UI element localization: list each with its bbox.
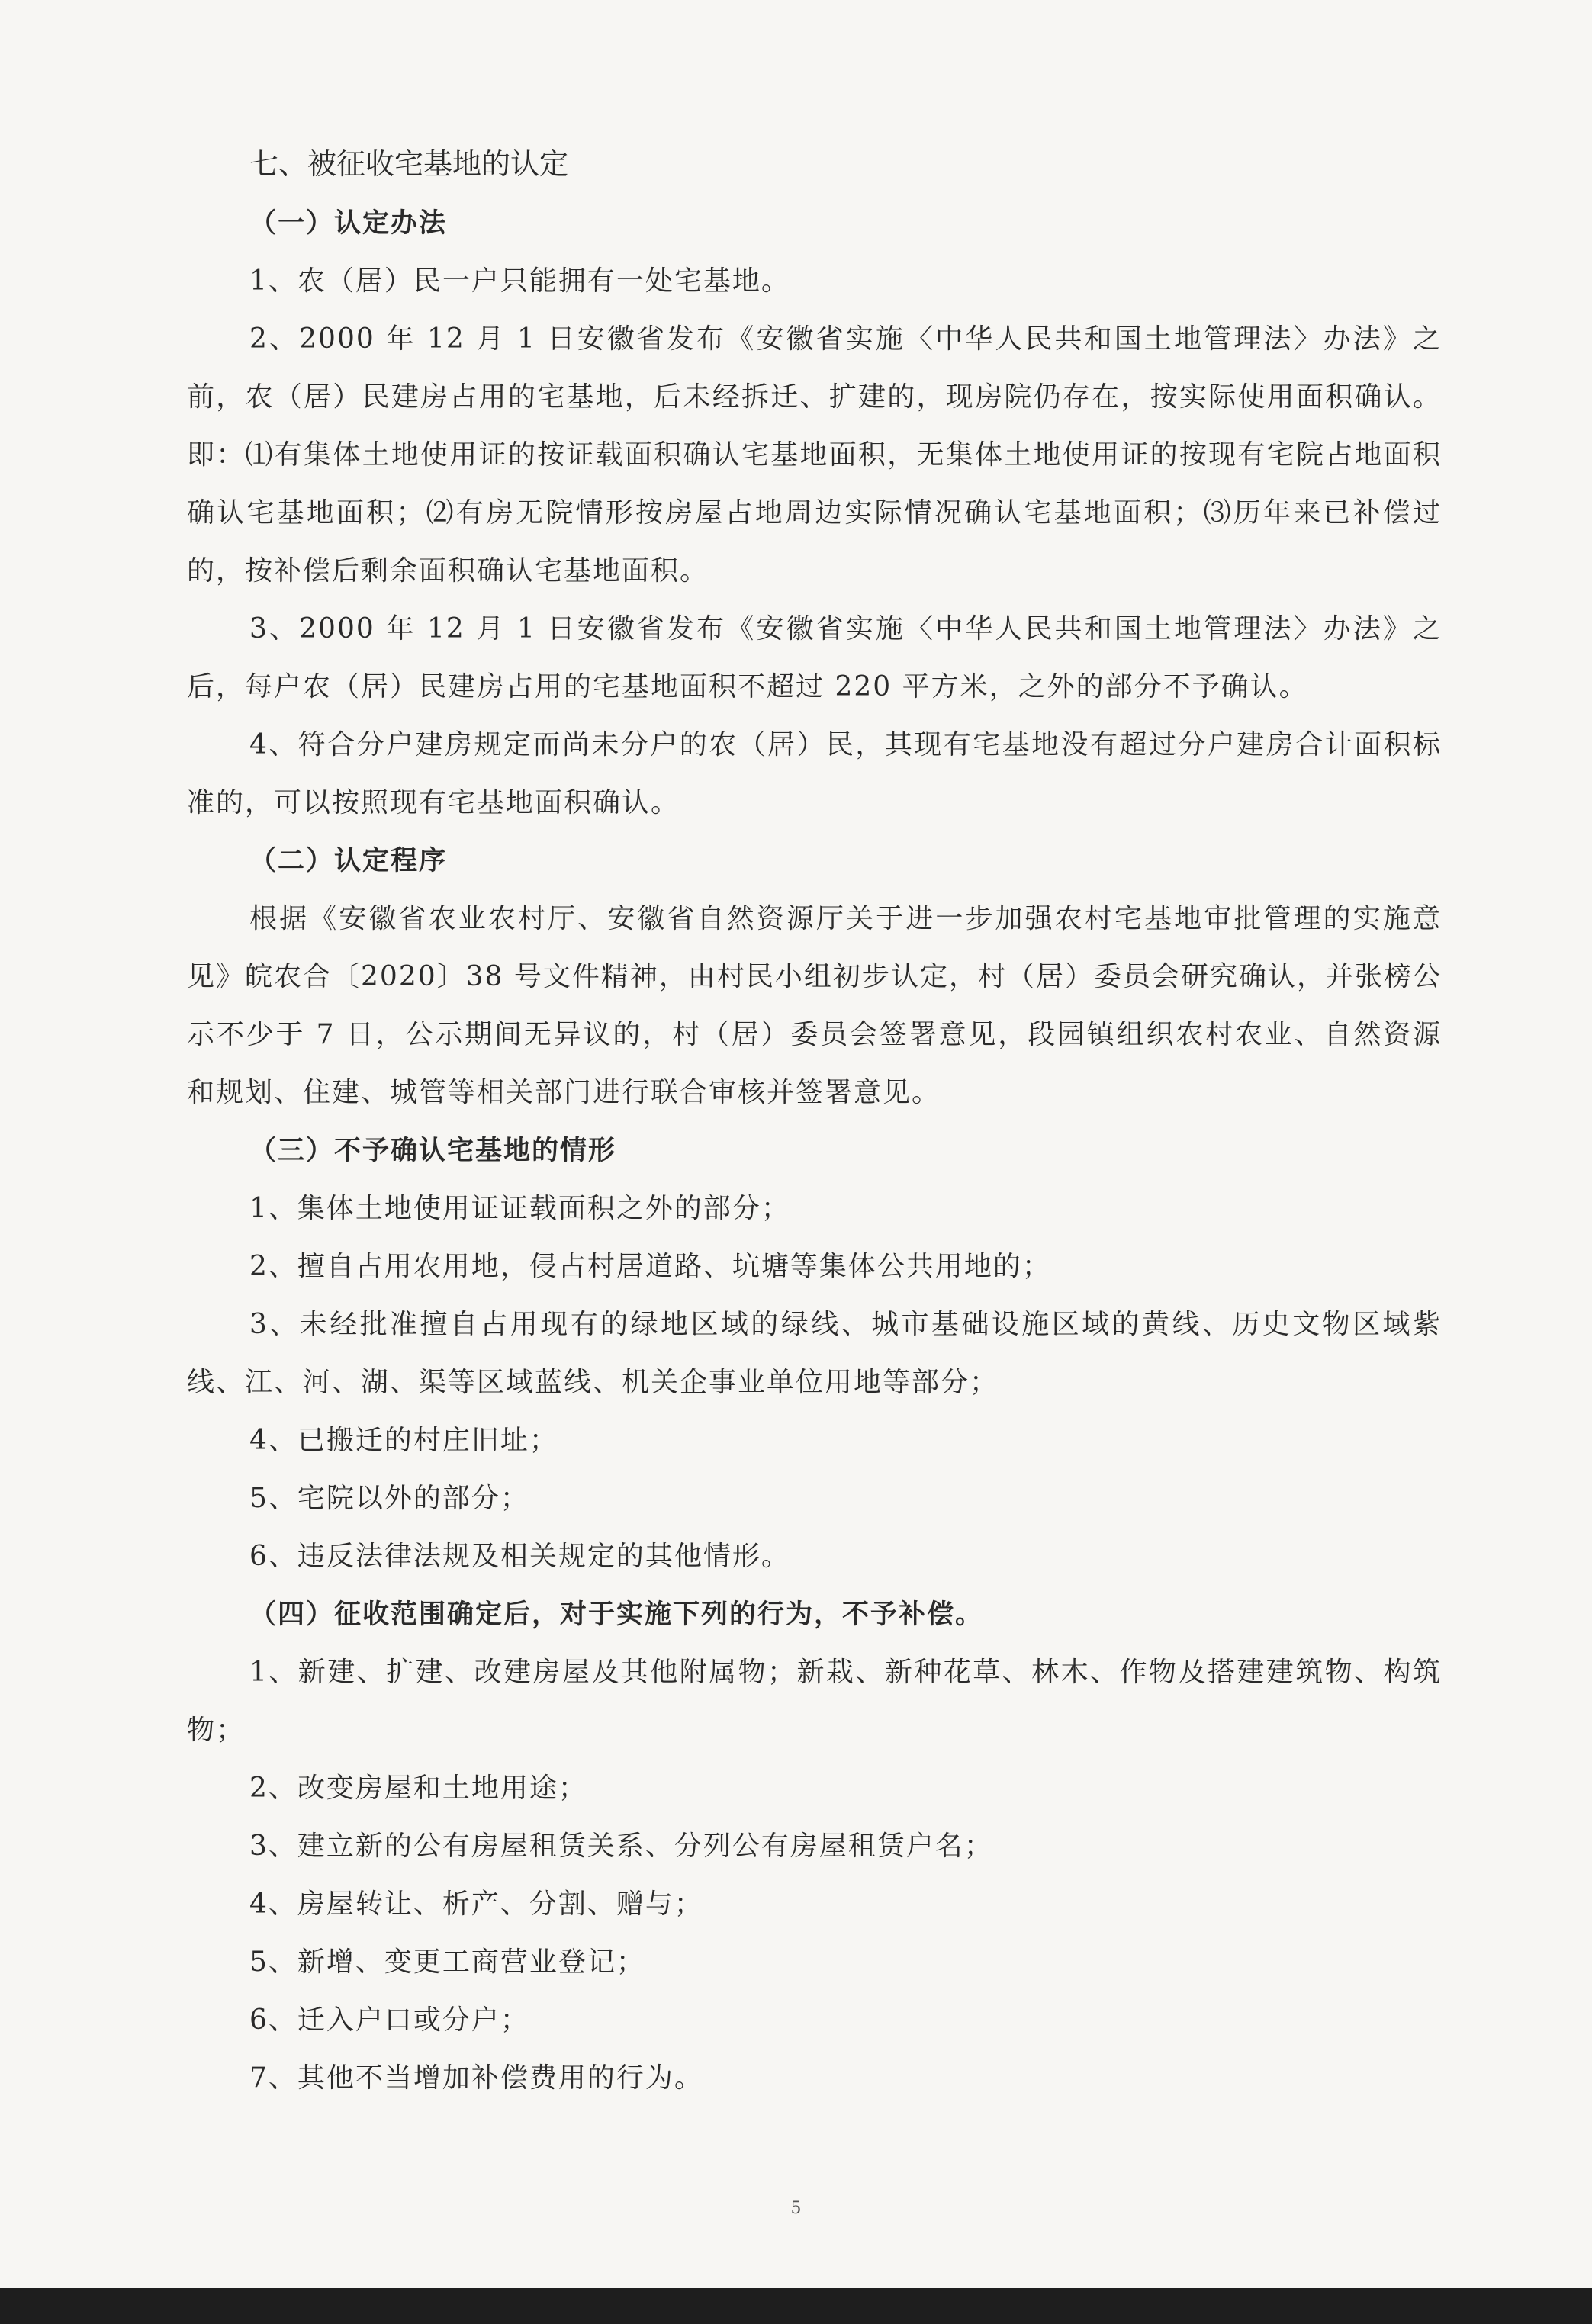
paragraph: 2、2000 年 12 月 1 日安徽省发布《安徽省实施〈中华人民共和国土地管理法〉办法》之前，农（居）民建房占用的宅基地，后未经拆迁、扩建的，现房院仍存在，按实际使用面积确认。即：⑴有集体土地使用证的按证载面积确认宅基地面积，无集体土地使用证的按现有宅院占地面积确认宅基地面积；⑵有房无院情形按房屋占地周边实际情况确认宅基地面积；⑶历年来已补偿过的，按补偿后剩余面积确认宅基地面积。 <box>187 323 1442 587</box>
list-item: 5、宅院以外的部分； <box>249 1483 529 1514</box>
list-item: 7、其他不当增加补偿费用的行为。 <box>249 2062 703 2094</box>
list-item: 4、房屋转让、析产、分割、赠与； <box>249 1888 703 1920</box>
paragraph: 根据《安徽省农业农村厅、安徽省自然资源厅关于进一步加强农村宅基地审批管理的实施意见》皖农合〔2020〕38 号文件精神，由村民小组初步认定，村（居）委员会研究确认，并张榜公示不少于 7 日，公示期间无异议的，村（居）委员会签署意见，段园镇组织农村农业、自然资源和规划、住建、城管等相关部门进行联合审核并签署意见。 <box>187 903 1442 1108</box>
document-body <box>187 133 1442 2107</box>
paragraph: 4、符合分户建房规定而尚未分户的农（居）民，其现有宅基地没有超过分户建房合计面积标准的，可以按照现有宅基地面积确认。 <box>187 729 1442 818</box>
list-item: 6、迁入户口或分户； <box>249 2004 529 2036</box>
subsection-title-3: （三）不予确认宅基地的情形 <box>249 1135 617 1166</box>
list-item: 2、改变房屋和土地用途； <box>249 1773 587 1804</box>
list-item: 3、未经批准擅自占用现有的绿地区域的绿线、城市基础设施区域的黄线、历史文物区域紫线、江、河、湖、渠等区域蓝线、机关企事业单位用地等部分； <box>187 1309 1442 1398</box>
list-item: 4、已搬迁的村庄旧址； <box>249 1425 558 1456</box>
page-number: 5 <box>790 2199 802 2218</box>
paragraph: 1、农（居）民一户只能拥有一处宅基地。 <box>249 265 790 297</box>
list-item: 5、新增、变更工商营业登记； <box>249 1946 645 1978</box>
subsection-title-1: （一）认定办法 <box>249 207 448 239</box>
list-item: 3、建立新的公有房屋租赁关系、分列公有房屋租赁户名； <box>249 1831 993 1862</box>
list-item: 6、违反法律法规及相关规定的其他情形。 <box>249 1541 790 1572</box>
subsection-title-4: （四）征收范围确定后，对于实施下列的行为，不予补偿。 <box>249 1599 984 1630</box>
list-item: 2、擅自占用农用地，侵占村居道路、坑塘等集体公共用地的； <box>249 1251 1051 1282</box>
list-item: 1、新建、扩建、改建房屋及其他附属物；新栽、新种花草、林木、作物及搭建建筑物、构筑物； <box>187 1657 1442 1746</box>
subsection-title-2: （二）认定程序 <box>249 845 448 876</box>
paragraph: 3、2000 年 12 月 1 日安徽省发布《安徽省实施〈中华人民共和国土地管理法〉办法》之后，每户农（居）民建房占用的宅基地面积不超过 220 平方米，之外的部分不予确认。 <box>187 613 1442 702</box>
list-item: 1、集体土地使用证证载面积之外的部分； <box>249 1193 790 1224</box>
section-title: 七、被征收宅基地的认定 <box>249 147 569 181</box>
